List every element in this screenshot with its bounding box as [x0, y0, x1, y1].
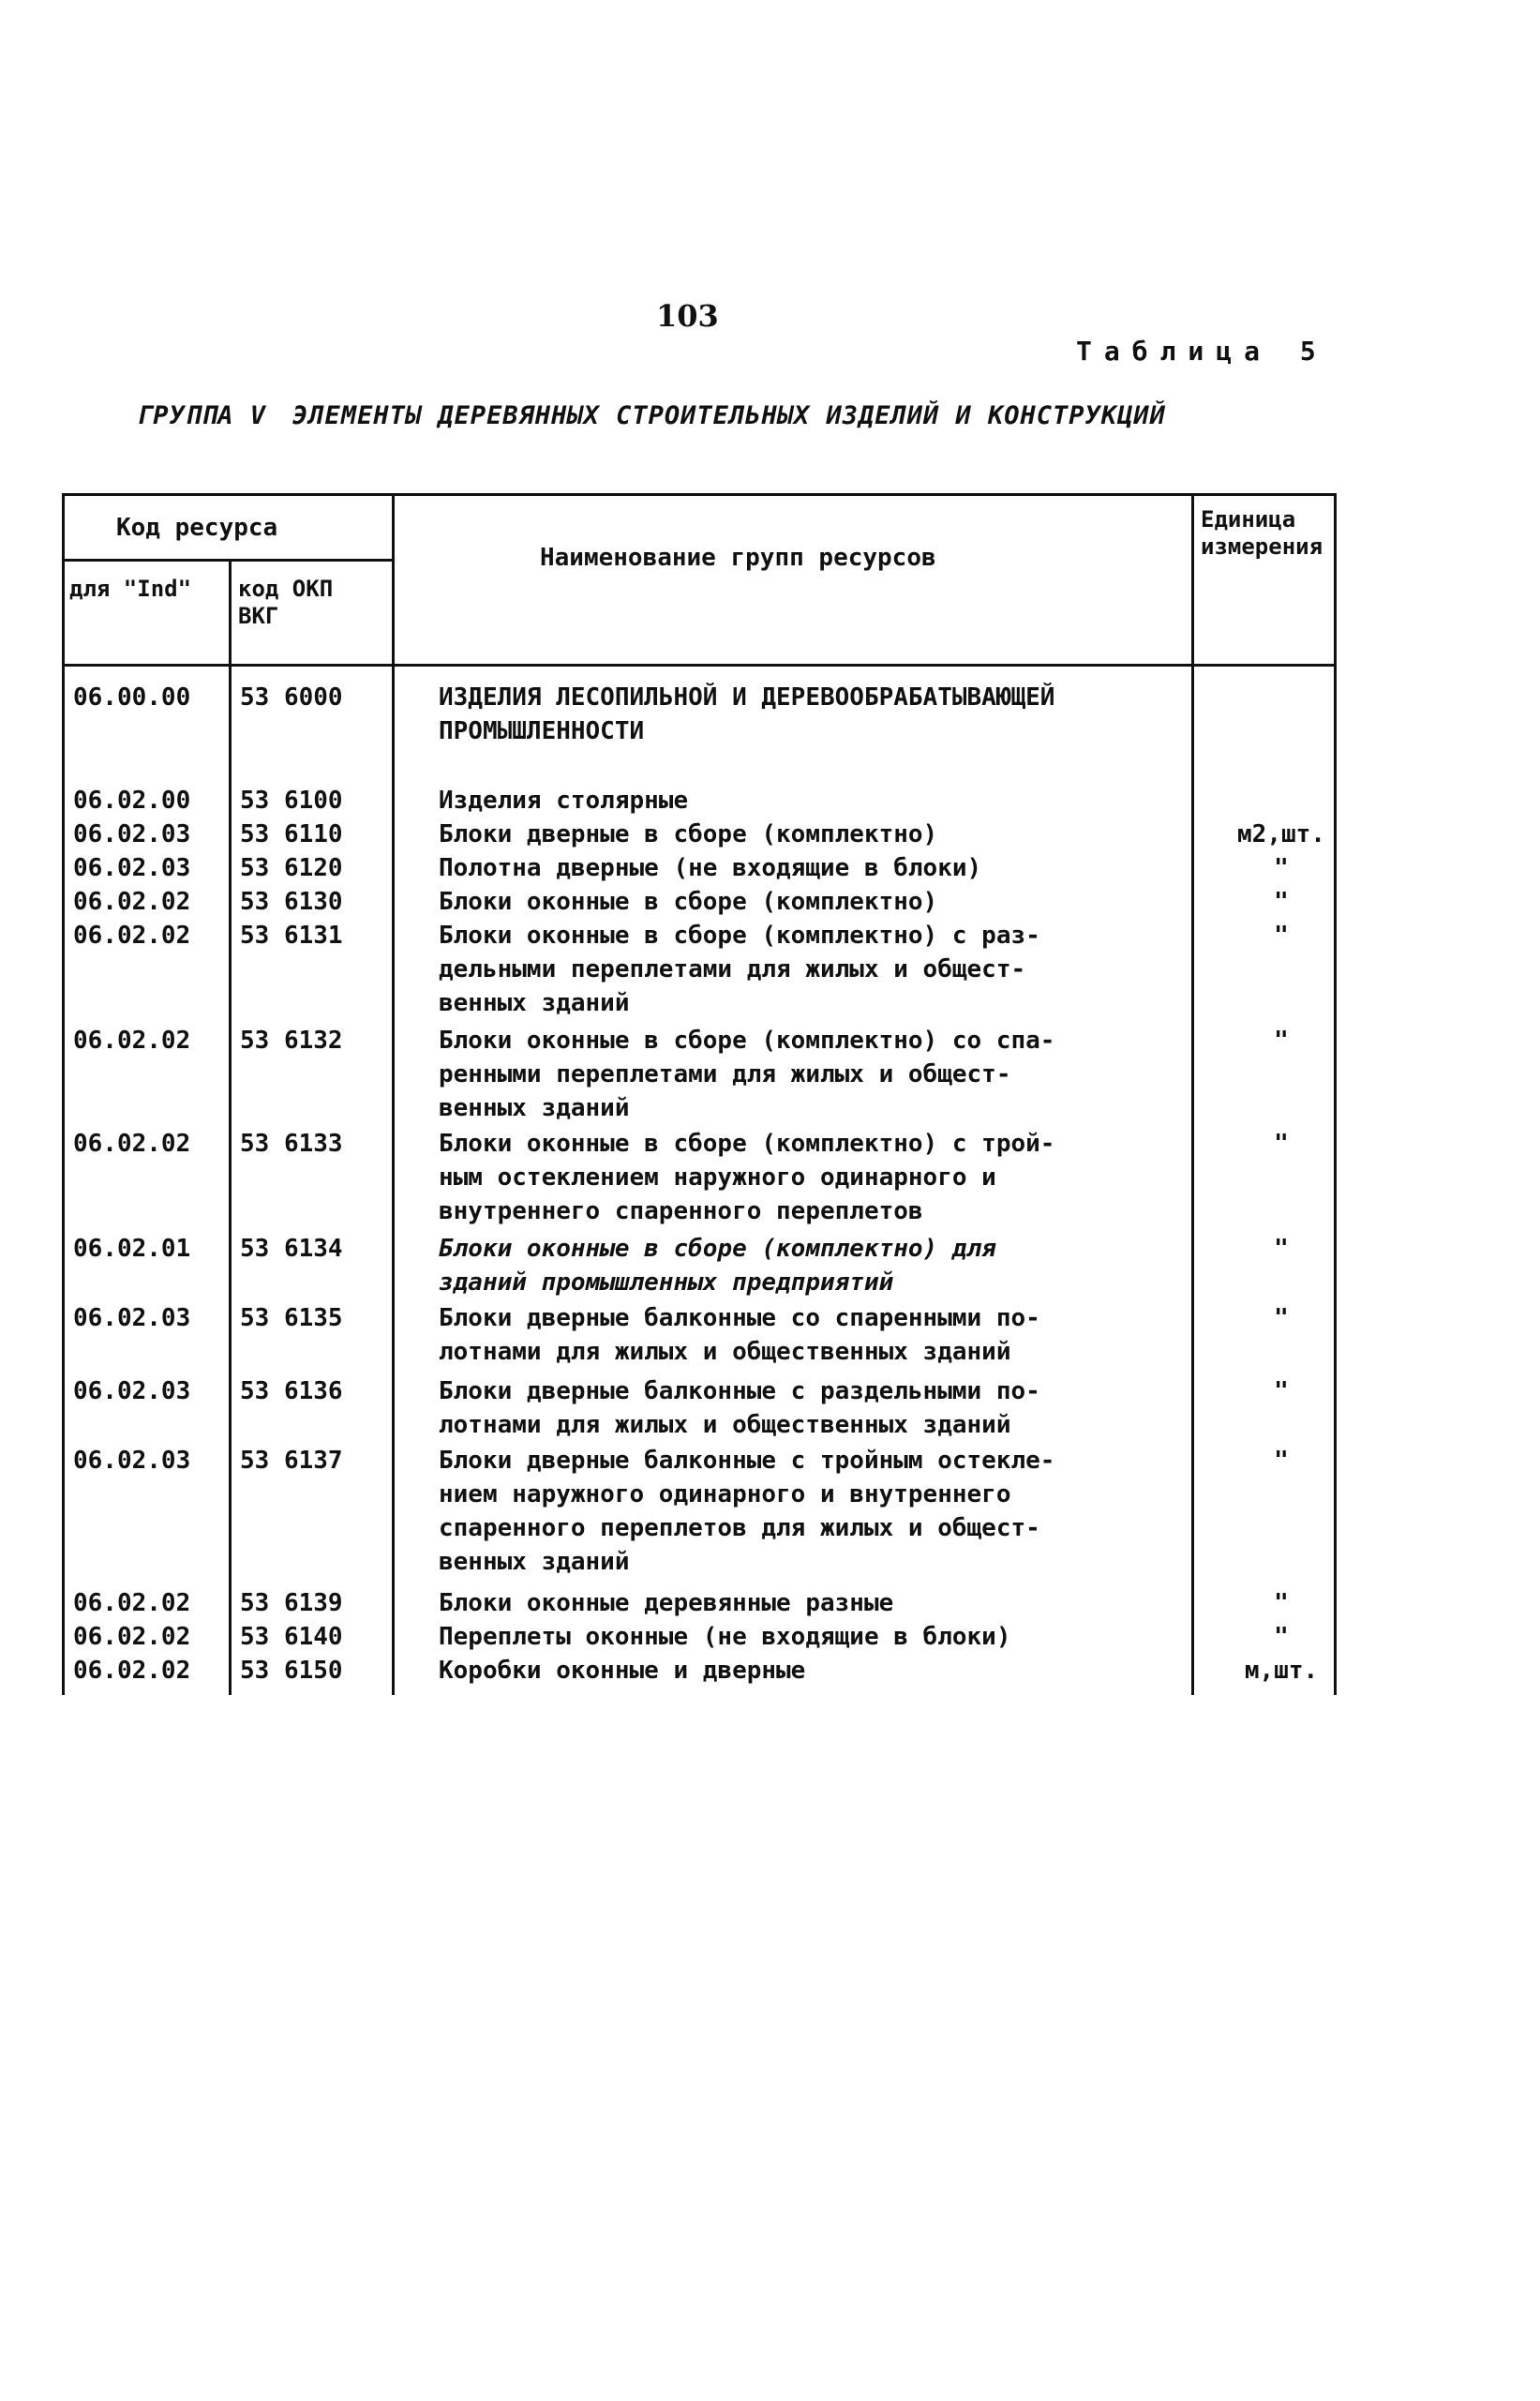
header-resource-code: Код ресурса [116, 514, 278, 542]
resource-name: Переплеты оконные (не входящие в блоки) [439, 1623, 1011, 1651]
okp-code: 53 6130 [240, 888, 343, 916]
unit: " [1274, 922, 1289, 950]
unit: " [1274, 1027, 1289, 1055]
group-title [137, 401, 1192, 430]
okp-code: 53 6110 [240, 820, 343, 848]
okp-code: 53 6137 [240, 1447, 343, 1475]
okp-code: 53 6000 [240, 683, 343, 712]
resource-name: Блоки дверные балконные с раздельными по- лотнами для жилых и общественных зданий [439, 1377, 1040, 1439]
header-for-ind: для "Ind" [69, 576, 192, 602]
okp-code: 53 6136 [240, 1377, 343, 1405]
unit: " [1274, 1447, 1289, 1475]
ind-code: 06.02.02 [73, 1027, 191, 1055]
group-name: ЭЛЕМЕНТЫ ДЕРЕВЯННЫХ СТРОИТЕЛЬНЫХ ИЗДЕЛИЙ И КОНСТРУКЦИЙ [292, 401, 1166, 430]
col-divider-2 [392, 493, 395, 1695]
resource-name: Блоки дверные балконные с тройным остекле- нием наружного одинарного и внутреннего спаренного переплетов для жилых и общест- венных зданий [439, 1447, 1055, 1576]
resource-name: Блоки оконные в сборе (комплектно) [439, 888, 938, 916]
header-bottom-border [62, 664, 1337, 667]
ind-code: 06.02.03 [73, 820, 191, 848]
resource-name: Блоки оконные в сборе (комплектно) с раз- дельными переплетами для жилых и общест- венных зданий [439, 922, 1040, 1017]
ind-code: 06.02.02 [73, 888, 191, 916]
unit: " [1274, 1623, 1289, 1651]
header-okp-code: код ОКП ВКГ [238, 576, 334, 629]
okp-code: 53 6150 [240, 1657, 343, 1685]
unit: " [1274, 854, 1289, 882]
ind-code: 06.00.00 [73, 683, 191, 712]
resource-table [62, 493, 1337, 1695]
unit: " [1274, 1235, 1289, 1263]
unit: м2,шт. [1237, 820, 1325, 848]
resource-name: Блоки оконные деревянные разные [439, 1589, 894, 1617]
resource-name: Блоки оконные в сборе (комплектно) для зданий промышленных предприятий [439, 1235, 996, 1297]
okp-code: 53 6139 [240, 1589, 343, 1617]
ind-code: 06.02.03 [73, 1377, 191, 1405]
table-right-border [1334, 493, 1337, 1695]
okp-code: 53 6135 [240, 1304, 343, 1332]
col-divider-1 [229, 559, 232, 1695]
ind-code: 06.02.02 [73, 1589, 191, 1617]
unit: " [1274, 1589, 1289, 1617]
unit: " [1274, 1130, 1289, 1158]
ind-code: 06.02.01 [73, 1235, 191, 1263]
resource-name: Блоки дверные в сборе (комплектно) [439, 820, 938, 848]
page-number: 103 [656, 298, 719, 334]
resource-name: Изделия столярные [439, 787, 689, 815]
ind-code: 06.02.03 [73, 854, 191, 882]
okp-code: 53 6100 [240, 787, 343, 815]
resource-name: Блоки дверные балконные со спаренными по- лотнами для жилых и общественных зданий [439, 1304, 1040, 1366]
header-name: Наименование групп ресурсов [540, 544, 936, 572]
okp-code: 53 6134 [240, 1235, 343, 1263]
ind-code: 06.02.02 [73, 1657, 191, 1685]
table-left-border [62, 493, 65, 1695]
unit: " [1274, 888, 1289, 916]
resource-name: ИЗДЕЛИЯ ЛЕСОПИЛЬНОЙ И ДЕРЕВООБРАБАТЫВАЮЩЕЙ ПРОМЫШЛЕННОСТИ [439, 683, 1055, 745]
group-prefix: ГРУППА V [137, 401, 267, 430]
okp-code: 53 6132 [240, 1027, 343, 1055]
resource-name: Полотна дверные (не входящие в блоки) [439, 854, 982, 882]
okp-code: 53 6140 [240, 1623, 343, 1651]
ind-code: 06.02.02 [73, 922, 191, 950]
ind-code: 06.02.00 [73, 787, 191, 815]
resource-name: Блоки оконные в сборе (комплектно) с трой- ным остеклением наружного одинарного и внутреннего спаренного переплетов [439, 1130, 1055, 1225]
unit: м,шт. [1244, 1657, 1319, 1685]
ind-code: 06.02.03 [73, 1304, 191, 1332]
header-unit: Единица измерения [1201, 506, 1323, 560]
resource-name: Блоки оконные в сборе (комплектно) со спа- ренными переплетами для жилых и общест- венных зданий [439, 1027, 1055, 1122]
header-sub-divider [62, 559, 392, 562]
unit: " [1274, 1304, 1289, 1332]
table-label: Таблица 5 [1076, 336, 1328, 367]
ind-code: 06.02.03 [73, 1447, 191, 1475]
okp-code: 53 6131 [240, 922, 343, 950]
ind-code: 06.02.02 [73, 1130, 191, 1158]
table-top-border [62, 493, 1337, 496]
unit: " [1274, 1377, 1289, 1405]
ind-code: 06.02.02 [73, 1623, 191, 1651]
okp-code: 53 6133 [240, 1130, 343, 1158]
okp-code: 53 6120 [240, 854, 343, 882]
resource-name: Коробки оконные и дверные [439, 1657, 806, 1685]
